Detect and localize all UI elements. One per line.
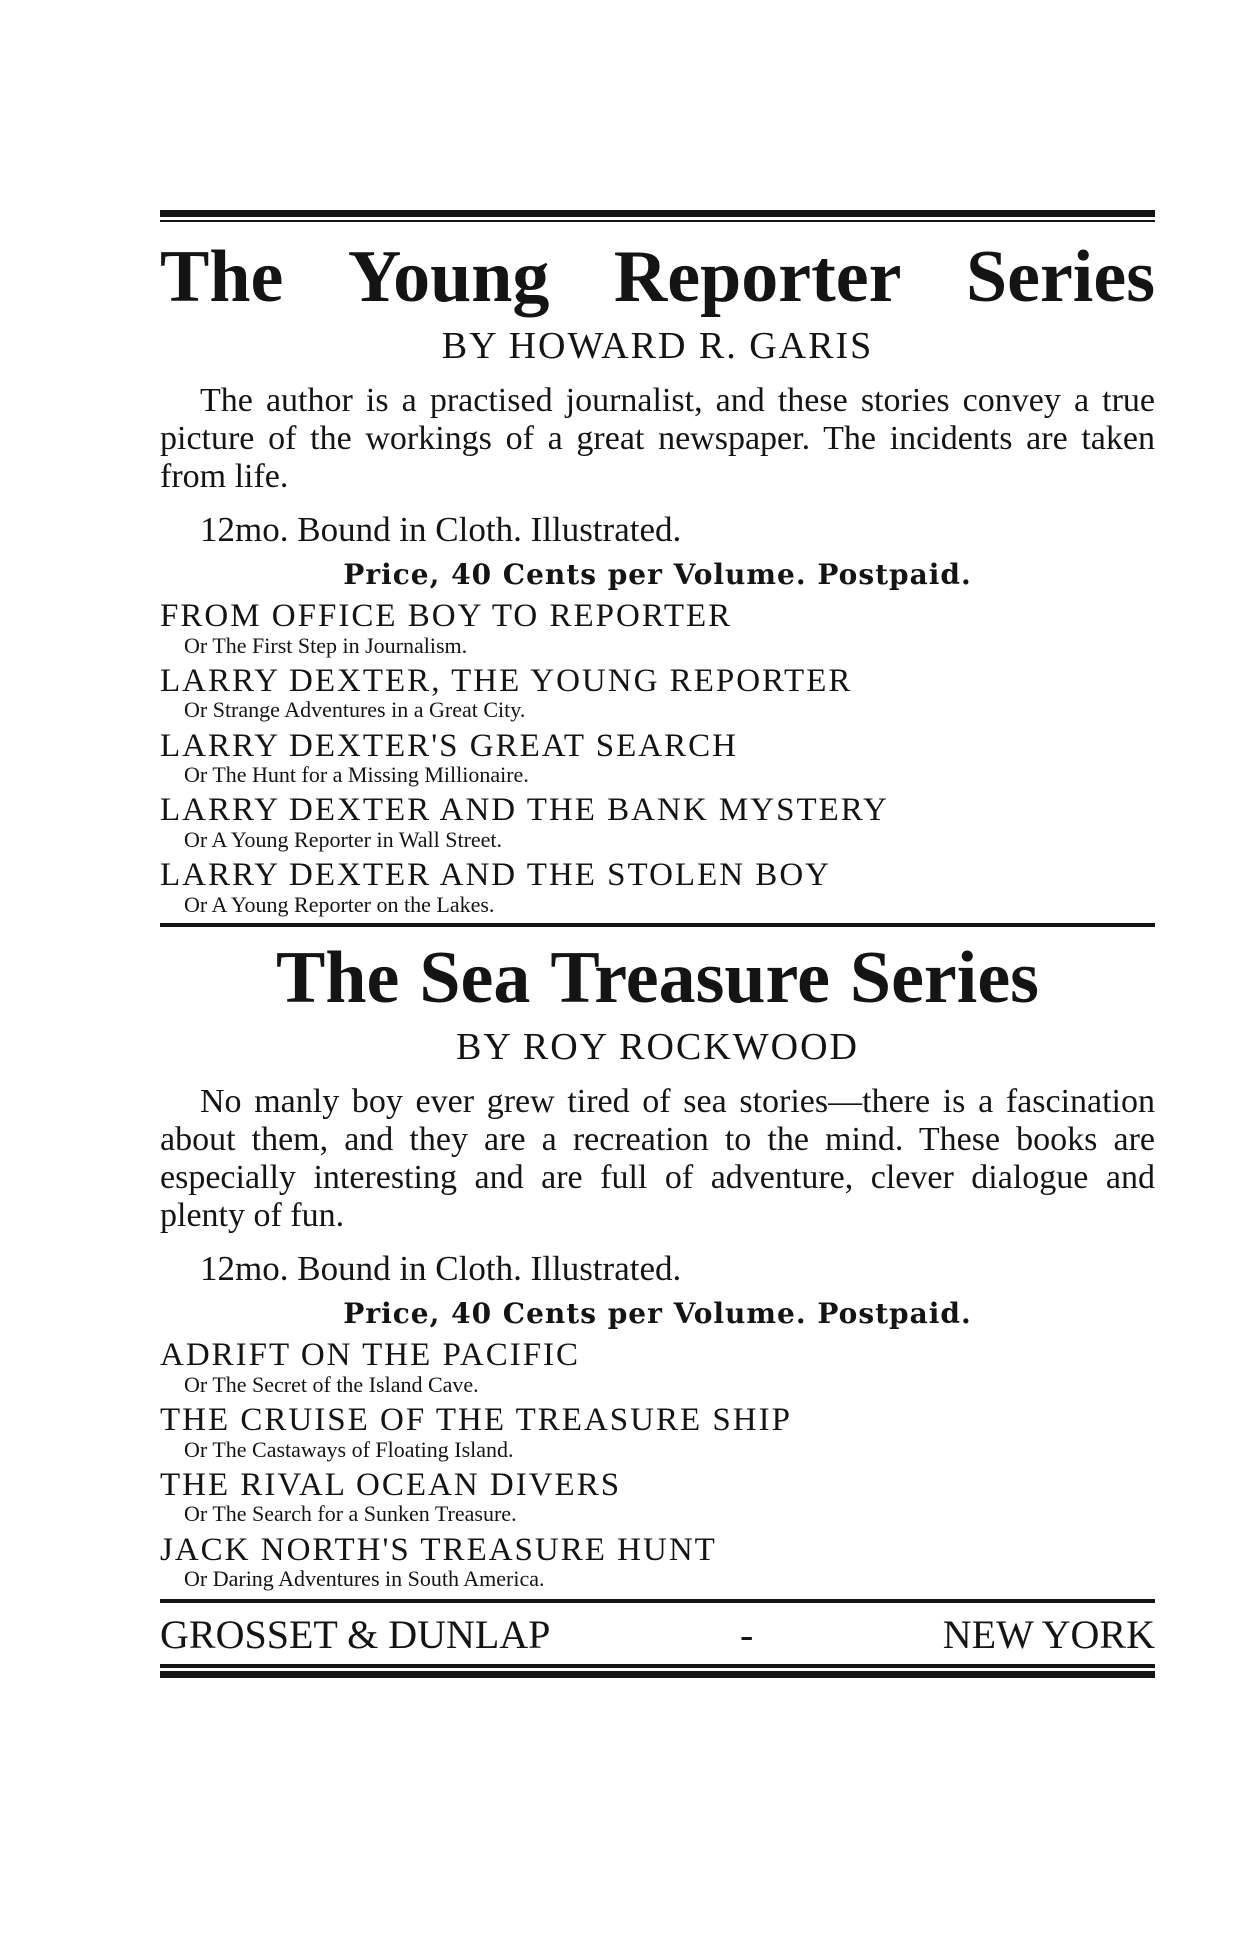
book-title: LARRY DEXTER AND THE BANK MYSTERY — [160, 792, 889, 829]
book-subtitle: Or Strange Adventures in a Great City. — [184, 697, 526, 723]
book-title: THE CRUISE OF THE TREASURE SHIP — [160, 1401, 792, 1438]
footer-separator: - — [739, 1612, 754, 1658]
book-list — [160, 1338, 1155, 1591]
book-subtitle: Or A Young Reporter in Wall Street. — [184, 827, 503, 853]
price-line: Price, 40 Cents per Volume. Postpaid. — [343, 558, 972, 591]
footer-rule-bottom-thick — [160, 1671, 1155, 1678]
title-word: Young — [347, 236, 550, 318]
series-title — [160, 236, 1155, 318]
series-description: The author is a practised journalist, and these stories convey a true picture of the workings of a great newspaper. The incidents are taken from life. — [160, 382, 1155, 495]
binding-info: 12mo. Bound in Cloth. Illustrated. — [200, 1249, 682, 1289]
book-subtitle: Or The First Step in Journalism. — [184, 632, 468, 658]
series-byline: BY ROY ROCKWOOD — [456, 1026, 859, 1069]
book-title: JACK NORTH'S TREASURE HUNT — [160, 1531, 717, 1568]
book-subtitle: Or A Young Reporter on the Lakes. — [184, 891, 495, 917]
book-list — [160, 599, 1155, 917]
title-word: Sea — [419, 937, 531, 1020]
book-subtitle: Or The Secret of the Island Cave. — [184, 1371, 479, 1397]
title-word: The — [276, 937, 400, 1020]
list-item — [160, 1403, 1155, 1462]
publisher-name: GROSSET & DUNLAP — [160, 1612, 551, 1658]
book-subtitle: Or Daring Adventures in South America. — [184, 1566, 545, 1592]
list-item — [160, 1468, 1155, 1527]
title-word: The — [160, 236, 284, 318]
top-rule-thin — [160, 220, 1155, 222]
list-item — [160, 664, 1155, 723]
book-title: LARRY DEXTER AND THE STOLEN BOY — [160, 857, 831, 894]
book-title: LARRY DEXTER'S GREAT SEARCH — [160, 727, 738, 764]
binding-info: 12mo. Bound in Cloth. Illustrated. — [200, 510, 682, 549]
publisher-city: NEW YORK — [942, 1612, 1155, 1658]
list-item — [160, 858, 1155, 917]
title-word: Reporter — [613, 236, 902, 318]
section-divider — [160, 923, 1155, 927]
book-title: LARRY DEXTER, THE YOUNG REPORTER — [160, 662, 853, 699]
book-subtitle: Or The Castaways of Floating Island. — [184, 1436, 514, 1462]
footer-rule-top — [160, 1599, 1155, 1603]
list-item — [160, 1533, 1155, 1592]
list-item — [160, 793, 1155, 852]
list-item — [160, 1338, 1155, 1397]
list-item — [160, 599, 1155, 658]
book-subtitle: Or The Search for a Sunken Treasure. — [184, 1501, 517, 1527]
book-title: ADRIFT ON THE PACIFIC — [160, 1337, 581, 1374]
top-rule — [160, 210, 1155, 217]
series-description: No manly boy ever grew tired of sea stories—there is a fascination about them, and they are a recreation to the mind. These books are especially interesting and are full of adventure, clever dialogue and plenty of fun. — [160, 1083, 1155, 1235]
series-sea-treasure — [160, 937, 1155, 1592]
advertisement-page — [160, 210, 1155, 1678]
list-item — [160, 729, 1155, 788]
book-title: THE RIVAL OCEAN DIVERS — [160, 1466, 622, 1503]
book-title: FROM OFFICE BOY TO REPORTER — [160, 598, 733, 634]
series-young-reporter — [160, 236, 1155, 917]
series-title — [160, 937, 1155, 1020]
title-word: Series — [965, 236, 1155, 318]
title-word: Treasure — [550, 937, 830, 1020]
title-word: Series — [849, 937, 1039, 1020]
book-subtitle: Or The Hunt for a Missing Millionaire. — [184, 762, 529, 788]
price-line: Price, 40 Cents per Volume. Postpaid. — [343, 1297, 972, 1331]
series-byline: BY HOWARD R. GARIS — [441, 325, 874, 367]
publisher-footer — [160, 1611, 1155, 1658]
